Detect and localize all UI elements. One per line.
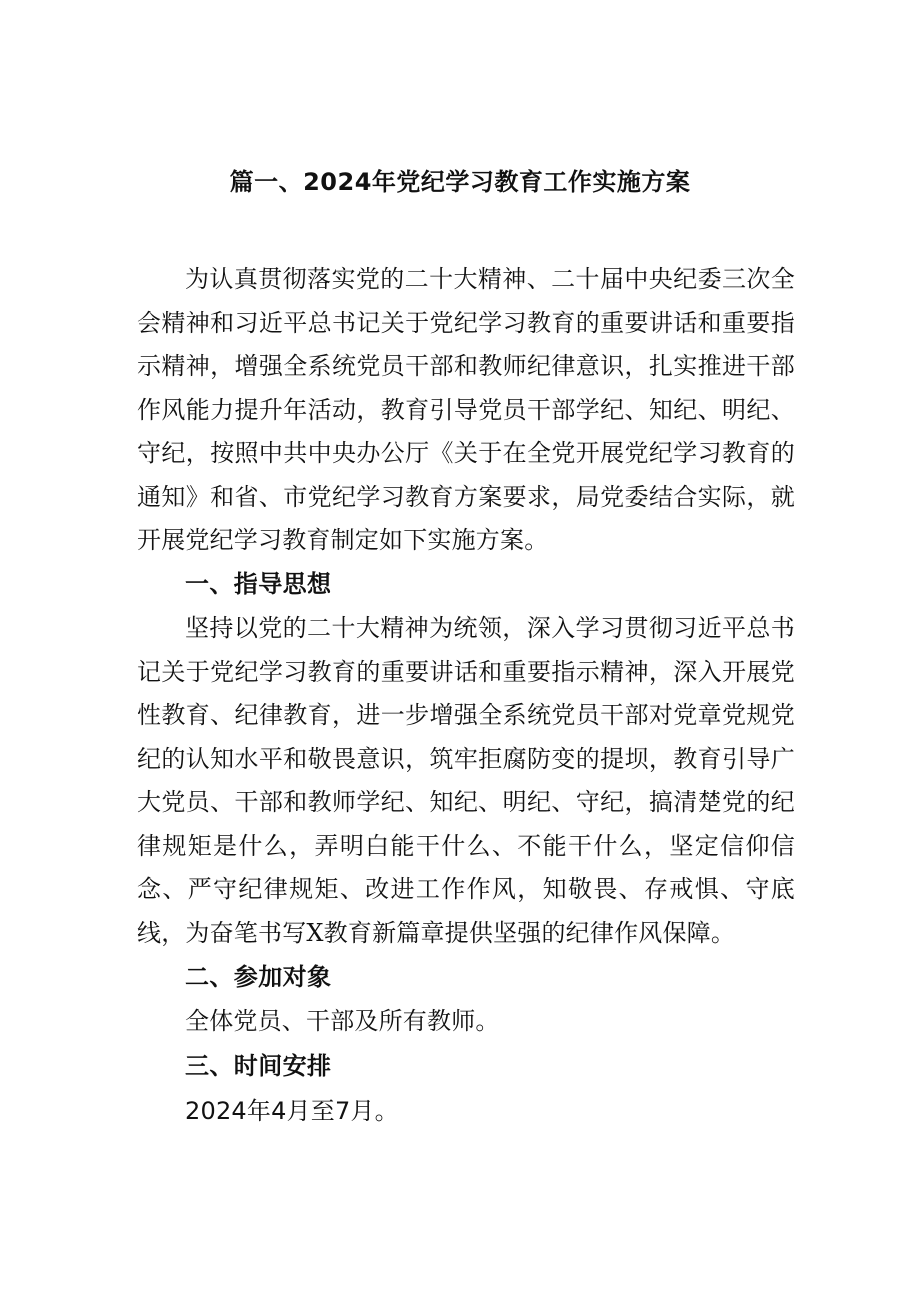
section-heading-schedule: 三、时间安排: [185, 1052, 332, 1080]
section-heading-participants: 二、参加对象: [185, 963, 332, 991]
section-paragraph-participants: 全体党员、干部及所有教师。: [185, 1007, 500, 1035]
section-paragraph-schedule: 2024年4月至7月。: [185, 1097, 399, 1125]
section-heading-guiding-thought: 一、指导思想: [185, 570, 332, 598]
intro-paragraph: 为认真贯彻落实党的二十大精神、二十届中央纪委三次全会精神和习近平总书记关于党纪学习教育的重要讲话和重要指示精神，增强全系统党员干部和教师纪律意识，扎实推进干部作风能力提升年活动，教育引导党员干部学纪、知纪、明纪、守纪，按照中共中央办公厅《关于在全党开展党纪学习教育的通知》和省、市党纪学习教育方案要求，局党委结合实际，就开展党纪学习教育制定如下实施方案。: [137, 265, 795, 554]
section-paragraph-guiding-thought: 坚持以党的二十大精神为统领，深入学习贯彻习近平总书记关于党纪学习教育的重要讲话和重要指示精神，深入开展党性教育、纪律教育，进一步增强全系统党员干部对党章党规党纪的认知水平和敬畏意识，筑牢拒腐防变的提坝，教育引导广大党员、干部和教师学纪、知纪、明纪、守纪，搞清楚党的纪律规矩是什么，弄明白能干什么、不能干什么，坚定信仰信念、严守纪律规矩、改进工作作风，知敬畏、存戒惧、守底线，为奋笔书写X教育新篇章提供坚强的纪律作风保障。: [137, 614, 795, 947]
document-title: 篇一、2024年党纪学习教育工作实施方案: [229, 168, 691, 196]
